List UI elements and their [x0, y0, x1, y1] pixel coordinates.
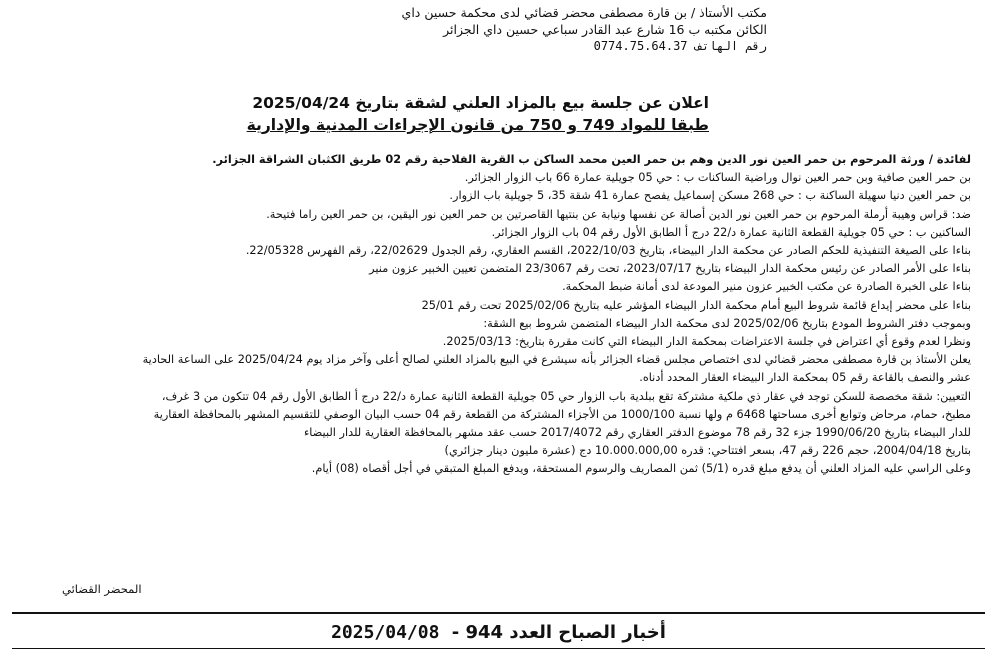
expert-order: بناءا على الأمر الصادر عن رئيس محكمة الدار البيضاء بتاريخ 2023/07/17، تحت رقم 23/3067 المتضمن تعيين الخبير عزون منير: [369, 262, 971, 276]
defendant-address: الساكنين ب : حي 05 جويلية القطعة الثانية عمارة د/22 درج أ الطابق الأول رقم 04 باب الزوار الجزائر.: [491, 225, 971, 239]
footer-divider: [12, 612, 985, 614]
newspaper-issue: أخبار الصباح العدد 944 -: [451, 622, 666, 643]
footer-bottom-divider: [12, 648, 985, 649]
beneficiary-paragraph-2: بن حمر العين صافية وبن حمر العين نوال وراضية الساكنات ب : حي 05 جويلية عمارة 66 باب الزوار الجزائر.: [464, 171, 971, 185]
beneficiary-paragraph: لفائدة / ورثة المرحوم بن حمر العين نور الدين وهم بن حمر العين محمد الساكن ب القرية الفلاحية رقم 02 طريق الكثبان الشراقة الجزائر.: [212, 153, 971, 166]
objections-hearing: ونظرا لعدم وقوع أي اعتراض في جلسة الاعتراضات بمحكمة الدار البيضاء التي كانت مقررة بتاريخ: 2025/03/13.: [442, 335, 971, 349]
payment-terms: وعلى الراسي عليه المزاد العلني أن يدفع مبلغ قدره (5/1) ثمن المصاريف والرسوم المستحقة، ويدفع المبلغ المتبقي في أجل أقصاه (08) أيام.: [311, 462, 971, 476]
notice-body: [131, 151, 971, 479]
property-description: التعيين: شقة مخصصة للسكن توجد في عقار ذي ملكية مشتركة تقع ببلدية باب الزوار حي 05 جويلية القطعة الثانية عمارة د/22 درج أ الطابق الأول رقم 04 تتكون من 3 غرف، مطبخ، حمام، مرحاض وتوابع أخرى مساحتها 6468 م ولها نسبة 1000/100 من الأجزاء المشتركة من القطعة رقم 04 حسب البيان الوصفي للتقسيم المشهر بالمحافظة العقارية للدار البيضاء بتاريخ 1990/06/20 جزء 32 رقم 78 موضوع الدفتر العقاري رقم 2017/4072 حسب عقد مشهر بالمحافظة العقارية للدار البيضاء: [153, 389, 971, 440]
bailiff-signature: المحضر القضائي: [62, 582, 142, 596]
office-address: الكائن مكتبه ب 16 شارع عبد القادر سباعي حسين داي الجزائر: [443, 22, 767, 37]
expert-report: بناءا على الخبرة الصادرة عن مكتب الخبير عزون منير المودعة لدى أمانة ضبط المحكمة.: [562, 280, 971, 294]
judgment-reference: بناءا على الصيغة التنفيذية للحكم الصادر عن محكمة الدار البيضاء، بتاريخ 2022/10/03، القسم العقاري، رقم الجدول 22/02629، رقم الفهرس 22/05328.: [245, 244, 971, 258]
notice-title-line1: اعلان عن جلسة بيع بالمزاد العلني لشقة بتاريخ 2025/04/24: [252, 94, 709, 112]
notice-title: [189, 92, 709, 136]
auction-announcement: يعلن الأستاذ بن قارة مصطفى محضر قضائي لدى اختصاص مجلس قضاء الجزائر بأنه سيشرع في البيع بالمزاد العلني لصالح أعلى وآخر مزاد يوم 2025/04/24 على الساعة الحادية عشر والنصف بالقاعة رقم 05 بمحكمة الدار البيضاء العقار المحدد أدناه.: [142, 353, 971, 385]
office-header: [287, 4, 767, 55]
office-name: مكتب الأستاذ / بن قارة مصطفى محضر قضائي لدى محكمة حسين داي: [401, 5, 767, 20]
newspaper-footer: [0, 622, 997, 643]
office-phone: رقم الهاتف 0774.75.64.37: [593, 39, 767, 53]
beneficiary-paragraph-3: بن حمر العين دنيا سهيلة الساكنة ب : حي 268 مسكن إسماعيل يفصح عمارة 41 شقة 35، 5 جويلية باب الزوار.: [449, 189, 971, 203]
notice-title-line2: طبقا للمواد 749 و 750 من قانون الإجراءات المدنية والإدارية: [246, 116, 709, 134]
opening-price: بتاريخ 2004/04/18، حجم 226 رقم 47، بسعر افتتاحي: قدره 10.000.000,00 دج (عشرة مليون دينار جزائري): [444, 444, 971, 458]
newspaper-date: 2025/04/08: [331, 622, 440, 643]
conditions-book: وبموجب دفتر الشروط المودع بتاريخ 2025/02/06 لدى محكمة الدار البيضاء المتضمن شروط بيع الشقة:: [483, 316, 971, 330]
conditions-filing: بناءا على محضر إيداع قائمة شروط البيع أمام محكمة الدار البيضاء المؤشر عليه بتاريخ 2025/02/06 تحت رقم 25/01: [421, 298, 971, 312]
defendant-paragraph: ضد: قراس وهيبة أرملة المرحوم بن حمر العين نور الدين أصالة عن نفسها ونيابة عن بنتيها القاصرتين بن حمر العين نور اليقين، بن حمر العين راما فتيحة.: [266, 207, 971, 221]
